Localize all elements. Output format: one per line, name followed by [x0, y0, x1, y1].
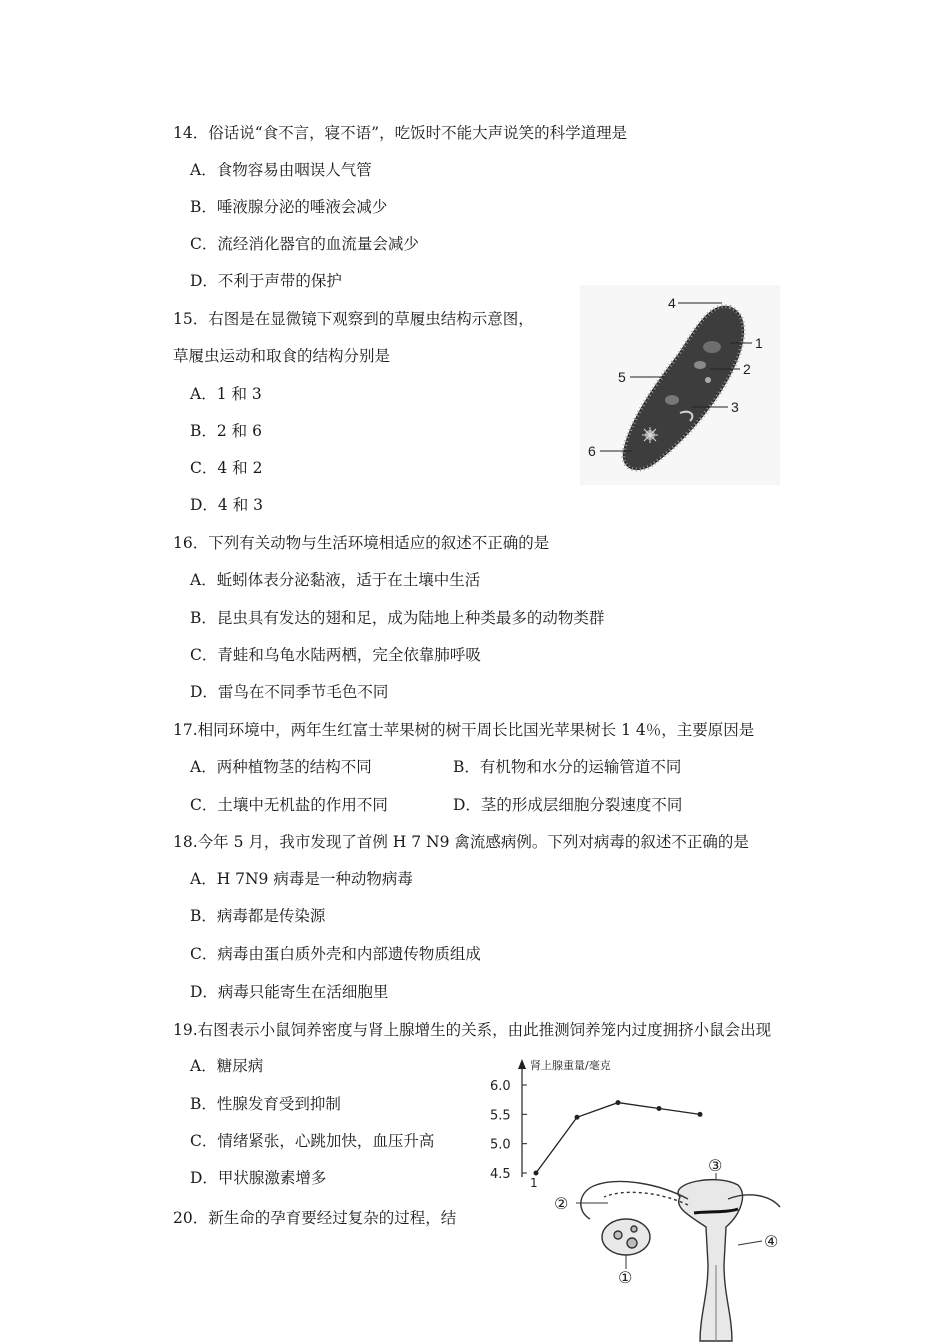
- q19-option-d: D．甲状腺激素增多: [190, 1169, 327, 1187]
- chart-y-tick-label: 4.5: [490, 1167, 511, 1182]
- q15-option-a: A．1 和 3: [190, 385, 262, 403]
- q16-option-d: D．雷鸟在不同季节毛色不同: [190, 683, 389, 701]
- q19-option-a: A．糖尿病: [190, 1057, 264, 1075]
- repro-label-1: ①: [618, 1268, 633, 1287]
- chart-y-tick-label: 5.5: [490, 1108, 511, 1124]
- q18-option-d: D．病毒只能寄生在活细胞里: [190, 983, 389, 1001]
- q17-option-a: A．两种植物茎的结构不同: [190, 758, 372, 776]
- repro-label-2: ②: [554, 1194, 569, 1213]
- repro-label-3: ③: [708, 1156, 723, 1175]
- reproductive-system-figure: [548, 1155, 788, 1344]
- chart-y-tick-label: 6.0: [490, 1079, 511, 1094]
- q14-option-b: B．唾液腺分泌的唾液会减少: [190, 198, 388, 216]
- chart-x-tick-label: 1: [530, 1176, 538, 1190]
- chart-data-point: [575, 1115, 580, 1120]
- chart-data-point: [698, 1112, 703, 1117]
- paramecium-label-2: 2: [743, 361, 751, 377]
- repro-label-4: ④: [764, 1232, 779, 1251]
- q16-stem: 16．下列有关动物与生活环境相适应的叙述不正确的是: [173, 534, 550, 552]
- q15-option-b: B．2 和 6: [190, 422, 262, 440]
- q16-option-b: B．昆虫具有发达的翅和足，成为陆地上种类最多的动物类群: [190, 609, 605, 627]
- q15-stem-line2: 草履虫运动和取食的结构分别是: [173, 347, 391, 365]
- paramecium-figure: [580, 285, 780, 485]
- q17-option-d: D．茎的形成层细胞分裂速度不同: [453, 796, 683, 814]
- q19-option-b: B．性腺发育受到抑制: [190, 1095, 341, 1113]
- q17-stem: 17.相同环境中，两年生红富士苹果树的树干周长比国光苹果树长 1 4％，主要原因是: [173, 721, 755, 739]
- q18-option-c: C．病毒由蛋白质外壳和内部遗传物质组成: [190, 945, 481, 963]
- q15-stem-line1: 15．右图是在显微镜下观察到的草履虫结构示意图，: [173, 310, 534, 328]
- q19-option-c: C．情绪紧张，心跳加快，血压升高: [190, 1132, 435, 1150]
- q15-option-c: C．4 和 2: [190, 459, 263, 477]
- uterus-drawing: [581, 1180, 780, 1341]
- chart-y-label: 肾上腺重量/毫克: [530, 1059, 611, 1072]
- q16-option-c: C．青蛙和乌龟水陆两栖，完全依靠肺呼吸: [190, 646, 481, 664]
- paramecium-label-4: 4: [668, 295, 676, 311]
- chart-y-axis-arrow: [518, 1059, 526, 1069]
- paramecium-label-3: 3: [731, 399, 739, 415]
- q15-option-d: D．4 和 3: [190, 496, 264, 514]
- q18-option-b: B．病毒都是传染源: [190, 907, 326, 925]
- q18-option-a: A．H 7N9 病毒是一种动物病毒: [190, 870, 413, 888]
- chart-y-tick-label: 5.0: [490, 1137, 511, 1153]
- chart-data-point: [534, 1171, 539, 1176]
- paramecium-label-5: 5: [618, 369, 626, 385]
- q18-stem: 18.今年 5 月，我市发现了首例 H 7 N9 禽流感病例。下列对病毒的叙述不正确的是: [173, 833, 749, 851]
- q20-stem: 20．新生命的孕育要经过复杂的过程，结: [173, 1209, 457, 1227]
- chart-data-point: [616, 1100, 621, 1105]
- chart-data-point: [657, 1106, 662, 1111]
- q16-option-a: A．蚯蚓体表分泌黏液，适于在土壤中生活: [190, 571, 481, 589]
- q14-stem: 14．俗话说“食不言，寝不语”，吃饭时不能大声说笑的科学道理是: [173, 124, 628, 142]
- q14-option-c: C．流经消化器官的血流量会减少: [190, 235, 419, 253]
- q14-option-d: D．不利于声带的保护: [190, 272, 342, 290]
- q17-option-c: C．土壤中无机盐的作用不同: [190, 796, 388, 814]
- paramecium-label-1: 1: [755, 335, 763, 351]
- q19-stem: 19.右图表示小鼠饲养密度与肾上腺增生的关系，由此推测饲养笼内过度拥挤小鼠会出现: [173, 1021, 772, 1039]
- q14-option-a: A．食物容易由咽误人气管: [190, 161, 372, 179]
- q17-option-b: B．有机物和水分的运输管道不同: [453, 758, 682, 776]
- paramecium-label-6: 6: [588, 443, 596, 459]
